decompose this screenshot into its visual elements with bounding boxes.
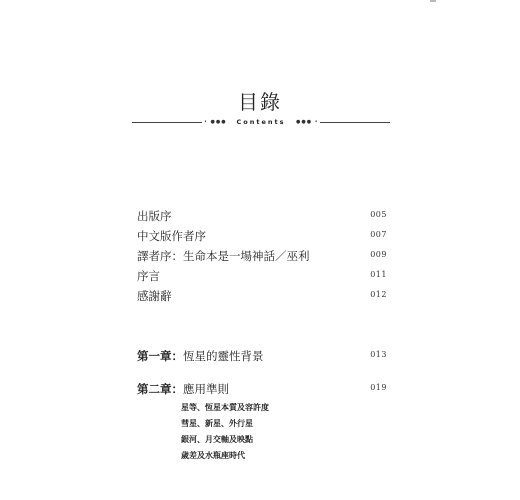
toc-entry-label: 中文版作者序: [137, 229, 206, 243]
chapter-page: 019: [370, 383, 387, 392]
ornament-dots-right: ●●● •: [296, 119, 319, 125]
chapter-title: [137, 381, 229, 397]
chapter-name: 應用準則: [183, 382, 229, 396]
toc-entry[interactable]: [137, 248, 387, 266]
toc-entry-label: 譯者序：生命本是一場神話／巫利: [137, 249, 310, 263]
ornament-dots-left: • ●●●: [204, 119, 227, 125]
chapter-number: 第二章：: [137, 382, 183, 396]
toc-entry-page: 007: [370, 230, 387, 239]
contents-label: Contents: [236, 118, 286, 126]
page-title: 目錄: [238, 90, 282, 114]
toc-entry[interactable]: [137, 228, 387, 246]
divider-line-left: [132, 122, 202, 123]
toc-entry-page: 012: [370, 290, 387, 299]
subsection-item[interactable]: 星等、恆星本質及容許度: [181, 402, 269, 412]
divider-line-right: [320, 122, 390, 123]
toc-entry[interactable]: [137, 208, 387, 226]
subsection-item[interactable]: 歲差及水瓶座時代: [181, 450, 245, 460]
subsection-item[interactable]: 彗星、新星、外行星: [181, 418, 253, 428]
toc-entry-page: 005: [370, 210, 387, 219]
contents-divider: [132, 116, 390, 128]
chapter-name: 恆星的靈性背景: [183, 349, 264, 363]
toc-entry-label: 出版序: [137, 209, 172, 223]
toc-entry[interactable]: [137, 268, 387, 286]
toc-entry-page: 009: [370, 250, 387, 259]
toc-entry-page: 011: [370, 270, 387, 279]
chapter-number: 第一章：: [137, 349, 183, 363]
chapter-entry[interactable]: [137, 348, 387, 366]
chapter-title: [137, 348, 264, 364]
toc-entry-label: 感謝辭: [137, 289, 172, 303]
toc-entry[interactable]: [137, 288, 387, 306]
chapter-page: 013: [370, 350, 387, 359]
toc-entry-label: 序言: [137, 269, 160, 283]
corner-mark: [430, 0, 436, 2]
chapter-entry[interactable]: [137, 381, 387, 399]
subsection-item[interactable]: 銀河、月交軸及映點: [181, 434, 253, 444]
